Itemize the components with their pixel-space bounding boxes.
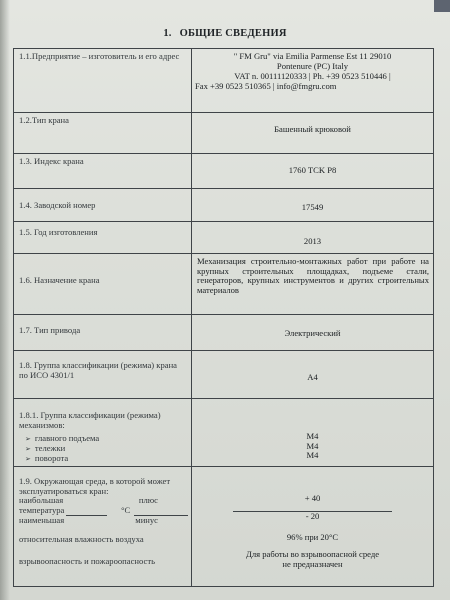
mechanism-groups xyxy=(192,399,434,467)
row-label: 1.2.Тип крана xyxy=(14,113,192,154)
row-label: 1.8. Группа классификации (режима) крана по ИСО 4301/1 xyxy=(14,351,192,399)
row-label: 1.8.1. Группа классификации (режима) механизмов: ➢ главного подъема ➢ тележки ➢ поворота xyxy=(14,399,192,467)
row-label: 1.7. Тип привода xyxy=(14,315,192,351)
row-value: М4 xyxy=(306,440,319,451)
row-value: Башенный крюковой xyxy=(192,113,434,154)
list-item: ➢ поворота xyxy=(25,452,69,463)
row-label: 1.5. Год изготовления xyxy=(14,222,192,254)
environment-labels: 1.9. Окружающая среда, в которой может эксплуатироваться кран: наибольшая плюс температура °С наименьшая минус относительная влажность воздуха взрывоопасность и пожароопасность xyxy=(14,467,192,587)
page-shadow xyxy=(0,0,10,600)
table-row xyxy=(14,467,434,587)
table-row xyxy=(14,315,434,351)
general-info-table xyxy=(13,48,434,587)
section-heading xyxy=(0,28,450,39)
row-value: 1760 TCK P8 xyxy=(192,154,434,189)
environment-values: + 40 - 20 96% при 20°С Для работы во взрывоопасной среде не предназначен xyxy=(192,467,434,587)
address-line: Pontenure (PC) Italy xyxy=(276,60,349,71)
row-label: 1.3. Индекс крана xyxy=(14,154,192,189)
row-label: 1.9. Окружающая среда, в которой может эксплуатироваться кран: xyxy=(19,476,171,496)
row-label: 1.1.Предприятие – изготовитель и его адрес xyxy=(14,49,192,113)
table-row xyxy=(14,399,434,467)
table-row xyxy=(14,113,434,154)
bullet-arrow-icon: ➢ xyxy=(25,445,31,454)
address-line: Fax +39 0523 510365 | info@fmgru.com xyxy=(195,80,337,91)
crane-purpose: Механизация строительно-монтажных работ при работе на крупных строительных площадках, подъеме стали, генераторов, крупных инструментов и других строительных материалов xyxy=(192,254,434,315)
mechanism-list xyxy=(19,434,188,463)
row-value: 2013 xyxy=(192,222,434,254)
list-item: ➢ главного подъема xyxy=(25,433,100,444)
table-row xyxy=(14,154,434,189)
table-row xyxy=(14,351,434,399)
row-value: Электрический xyxy=(192,315,434,351)
table-row xyxy=(14,254,434,315)
table-row xyxy=(14,49,434,113)
row-value: М4 xyxy=(306,431,319,441)
binder-clip xyxy=(434,0,450,12)
section-title: ОБЩИЕ СВЕДЕНИЯ xyxy=(179,28,287,39)
row-label: 1.4. Заводской номер xyxy=(14,189,192,222)
table-row xyxy=(14,222,434,254)
table-row xyxy=(14,189,434,222)
manufacturer-address xyxy=(192,49,434,113)
row-value: М4 xyxy=(306,450,319,461)
list-item: ➢ тележки xyxy=(25,443,66,454)
bullet-arrow-icon: ➢ xyxy=(25,454,31,463)
row-label: 1.6. Назначение крана xyxy=(14,254,192,315)
bullet-arrow-icon: ➢ xyxy=(25,435,31,444)
section-number: 1. xyxy=(163,28,172,39)
row-value: 17549 xyxy=(192,189,434,222)
address-line: VAT n. 00111120333 | Ph. +39 0523 510446 | xyxy=(234,71,391,82)
address-line: " FM Gru" via Emilia Parmense Est 11 29010 xyxy=(233,51,392,61)
row-value: А4 xyxy=(192,351,434,399)
